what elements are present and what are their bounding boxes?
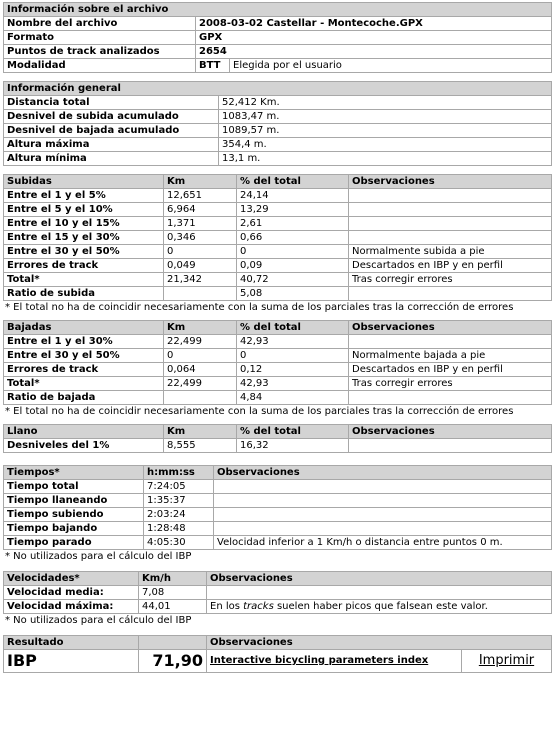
file-info-header (4, 3, 552, 17)
speeds-table (3, 571, 552, 614)
time-cell: 2:03:24 (144, 508, 214, 522)
table-row (4, 189, 552, 203)
row-label: Entre el 1 y el 5% (4, 189, 164, 203)
row-label: Entre el 1 y el 30% (4, 335, 164, 349)
table-row (4, 522, 552, 536)
col-header: Km (164, 175, 237, 189)
observation-cell (207, 600, 552, 614)
percent-cell: 0 (237, 349, 349, 363)
row-label: Distancia total (4, 96, 219, 110)
km-cell: 6,964 (164, 203, 237, 217)
table-row (4, 259, 552, 273)
general-info-title: Información general (4, 82, 552, 96)
descents-header (4, 321, 552, 335)
col-header: Tiempos* (4, 466, 144, 480)
km-cell: 0 (164, 349, 237, 363)
km-cell: 1,371 (164, 217, 237, 231)
observation-cell: Tras corregir errores (349, 377, 552, 391)
table-row (4, 245, 552, 259)
percent-cell: 0,09 (237, 259, 349, 273)
percent-cell: 24,14 (237, 189, 349, 203)
row-label: Altura mínima (4, 152, 219, 166)
col-header: Llano (4, 425, 164, 439)
col-header: % del total (237, 425, 349, 439)
table-row (4, 217, 552, 231)
table-row (4, 377, 552, 391)
observation-cell: Descartados en IBP y en perfil (349, 259, 552, 273)
general-info-header (4, 82, 552, 96)
col-header: h:mm:ss (144, 466, 214, 480)
general-info-table (3, 81, 552, 166)
km-cell: 0 (164, 245, 237, 259)
row-label: Tiempo llaneando (4, 494, 144, 508)
observation-cell (349, 439, 552, 453)
percent-cell: 0 (237, 245, 349, 259)
format-value: GPX (196, 31, 552, 45)
col-header: Observaciones (207, 572, 552, 586)
time-cell: 7:24:05 (144, 480, 214, 494)
table-row (4, 349, 552, 363)
km-cell: 12,651 (164, 189, 237, 203)
table-row (4, 480, 552, 494)
row-label: Desniveles del 1% (4, 439, 164, 453)
ibp-link-cell (207, 650, 462, 673)
file-name-value: 2008-03-02 Castellar - Montecoche.GPX (196, 17, 552, 31)
km-cell: 0,064 (164, 363, 237, 377)
observation-cell (214, 480, 552, 494)
km-cell: 22,499 (164, 335, 237, 349)
row-label: Tiempo bajando (4, 522, 144, 536)
ibp-score: 71,90 (139, 650, 207, 673)
row-label: Entre el 15 y el 30% (4, 231, 164, 245)
observation-cell (207, 586, 552, 600)
col-header: Observaciones (349, 175, 552, 189)
row-label: Formato (4, 31, 196, 45)
time-cell: 1:35:37 (144, 494, 214, 508)
row-label: Total* (4, 377, 164, 391)
result-header (4, 636, 552, 650)
general-info-row (4, 138, 552, 152)
modality-note: Elegida por el usuario (230, 59, 552, 73)
percent-cell: 16,32 (237, 439, 349, 453)
row-label: Tiempo parado (4, 536, 144, 550)
col-header: % del total (237, 321, 349, 335)
row-value: 1083,47 m. (219, 110, 552, 124)
row-label: Ratio de subida (4, 287, 164, 301)
row-label: Entre el 30 y el 50% (4, 245, 164, 259)
col-header: Observaciones (349, 425, 552, 439)
row-value: 52,412 Km. (219, 96, 552, 110)
file-info-title: Información sobre el archivo (4, 3, 552, 17)
col-header (139, 636, 207, 650)
times-footnote: * No utilizados para el cálculo del IBP (5, 551, 192, 562)
table-row (4, 494, 552, 508)
col-header: Km/h (139, 572, 207, 586)
times-table (3, 465, 552, 550)
observation-cell: Tras corregir errores (349, 273, 552, 287)
row-label: Desnivel de subida acumulado (4, 110, 219, 124)
observation-cell (349, 287, 552, 301)
percent-cell: 13,29 (237, 203, 349, 217)
row-label: Ratio de bajada (4, 391, 164, 405)
ibp-report (3, 2, 552, 673)
table-row (4, 273, 552, 287)
observation-cell (349, 217, 552, 231)
row-label: Entre el 10 y el 15% (4, 217, 164, 231)
col-header: Bajadas (4, 321, 164, 335)
general-info-row (4, 110, 552, 124)
col-header: Observaciones (207, 636, 552, 650)
obs-text: En los (210, 601, 244, 612)
observation-cell (349, 391, 552, 405)
speeds-header (4, 572, 552, 586)
table-row (4, 203, 552, 217)
km-cell: 0,346 (164, 231, 237, 245)
observation-cell: Normalmente subida a pie (349, 245, 552, 259)
table-row (4, 335, 552, 349)
observation-cell (214, 508, 552, 522)
general-info-row (4, 96, 552, 110)
col-header: Resultado (4, 636, 139, 650)
percent-cell: 40,72 (237, 273, 349, 287)
col-header: Velocidades* (4, 572, 139, 586)
table-row (4, 508, 552, 522)
row-value: 1089,57 m. (219, 124, 552, 138)
times-header (4, 466, 552, 480)
row-label: Altura máxima (4, 138, 219, 152)
file-info-table (3, 2, 552, 73)
file-info-row (4, 17, 552, 31)
percent-cell: 4,84 (237, 391, 349, 405)
observation-cell: Normalmente bajada a pie (349, 349, 552, 363)
row-label: Nombre del archivo (4, 17, 196, 31)
obs-text: suelen haber picos que falsean este valor. (273, 601, 488, 612)
km-cell: 21,342 (164, 273, 237, 287)
percent-cell: 5,08 (237, 287, 349, 301)
table-row (4, 600, 552, 614)
flat-table (3, 424, 552, 453)
table-row (4, 287, 552, 301)
col-header: Observaciones (349, 321, 552, 335)
percent-cell: 2,61 (237, 217, 349, 231)
time-cell: 4:05:30 (144, 536, 214, 550)
print-link[interactable]: Imprimir (462, 650, 552, 673)
observation-cell: Velocidad inferior a 1 Km/h o distancia entre puntos 0 m. (214, 536, 552, 550)
col-header: Km (164, 321, 237, 335)
modality-value: BTT (196, 59, 230, 73)
general-info-row (4, 124, 552, 138)
percent-cell: 42,93 (237, 335, 349, 349)
row-label: Velocidad media: (4, 586, 139, 600)
flat-header (4, 425, 552, 439)
observation-cell (349, 231, 552, 245)
percent-cell: 42,93 (237, 377, 349, 391)
km-cell: 8,555 (164, 439, 237, 453)
percent-cell: 0,12 (237, 363, 349, 377)
result-table (3, 635, 552, 673)
col-header: Observaciones (214, 466, 552, 480)
row-label: Errores de track (4, 363, 164, 377)
table-row (4, 536, 552, 550)
km-cell: 22,499 (164, 377, 237, 391)
descents-footnote: * El total no ha de coincidir necesariamente con la suma de los parciales tras la corrección de errores (5, 406, 514, 417)
row-label: Puntos de track analizados (4, 45, 196, 59)
points-value: 2654 (196, 45, 552, 59)
percent-cell: 0,66 (237, 231, 349, 245)
file-info-row (4, 45, 552, 59)
time-cell: 1:28:48 (144, 522, 214, 536)
observation-cell (349, 203, 552, 217)
observation-cell (349, 189, 552, 203)
table-row (4, 363, 552, 377)
observation-cell: Descartados en IBP y en perfil (349, 363, 552, 377)
general-info-row (4, 152, 552, 166)
row-value: 13,1 m. (219, 152, 552, 166)
row-label: Entre el 5 y el 10% (4, 203, 164, 217)
col-header: Km (164, 425, 237, 439)
result-row (4, 650, 552, 673)
file-info-row (4, 59, 552, 73)
observation-cell (214, 494, 552, 508)
ibp-label: IBP (4, 650, 139, 673)
climbs-header (4, 175, 552, 189)
table-row (4, 439, 552, 453)
speed-cell: 7,08 (139, 586, 207, 600)
row-label: Tiempo subiendo (4, 508, 144, 522)
col-header: % del total (237, 175, 349, 189)
table-row (4, 586, 552, 600)
speeds-footnote: * No utilizados para el cálculo del IBP (5, 615, 192, 626)
row-label: Tiempo total (4, 480, 144, 494)
ibp-info-link[interactable]: Interactive bicycling parameters index (210, 655, 429, 666)
climbs-footnote: * El total no ha de coincidir necesariamente con la suma de los parciales tras la corrección de errores (5, 302, 514, 313)
observation-cell (214, 522, 552, 536)
descents-table (3, 320, 552, 405)
table-row (4, 391, 552, 405)
row-label: Desnivel de bajada acumulado (4, 124, 219, 138)
observation-cell (349, 335, 552, 349)
km-cell: 0,049 (164, 259, 237, 273)
speed-cell: 44,01 (139, 600, 207, 614)
km-cell (164, 391, 237, 405)
km-cell (164, 287, 237, 301)
table-row (4, 231, 552, 245)
row-value: 354,4 m. (219, 138, 552, 152)
row-label: Velocidad máxima: (4, 600, 139, 614)
file-info-row (4, 31, 552, 45)
row-label: Errores de track (4, 259, 164, 273)
row-label: Modalidad (4, 59, 196, 73)
col-header: Subidas (4, 175, 164, 189)
row-label: Total* (4, 273, 164, 287)
climbs-table (3, 174, 552, 301)
obs-italic: tracks (243, 601, 274, 612)
row-label: Entre el 30 y el 50% (4, 349, 164, 363)
